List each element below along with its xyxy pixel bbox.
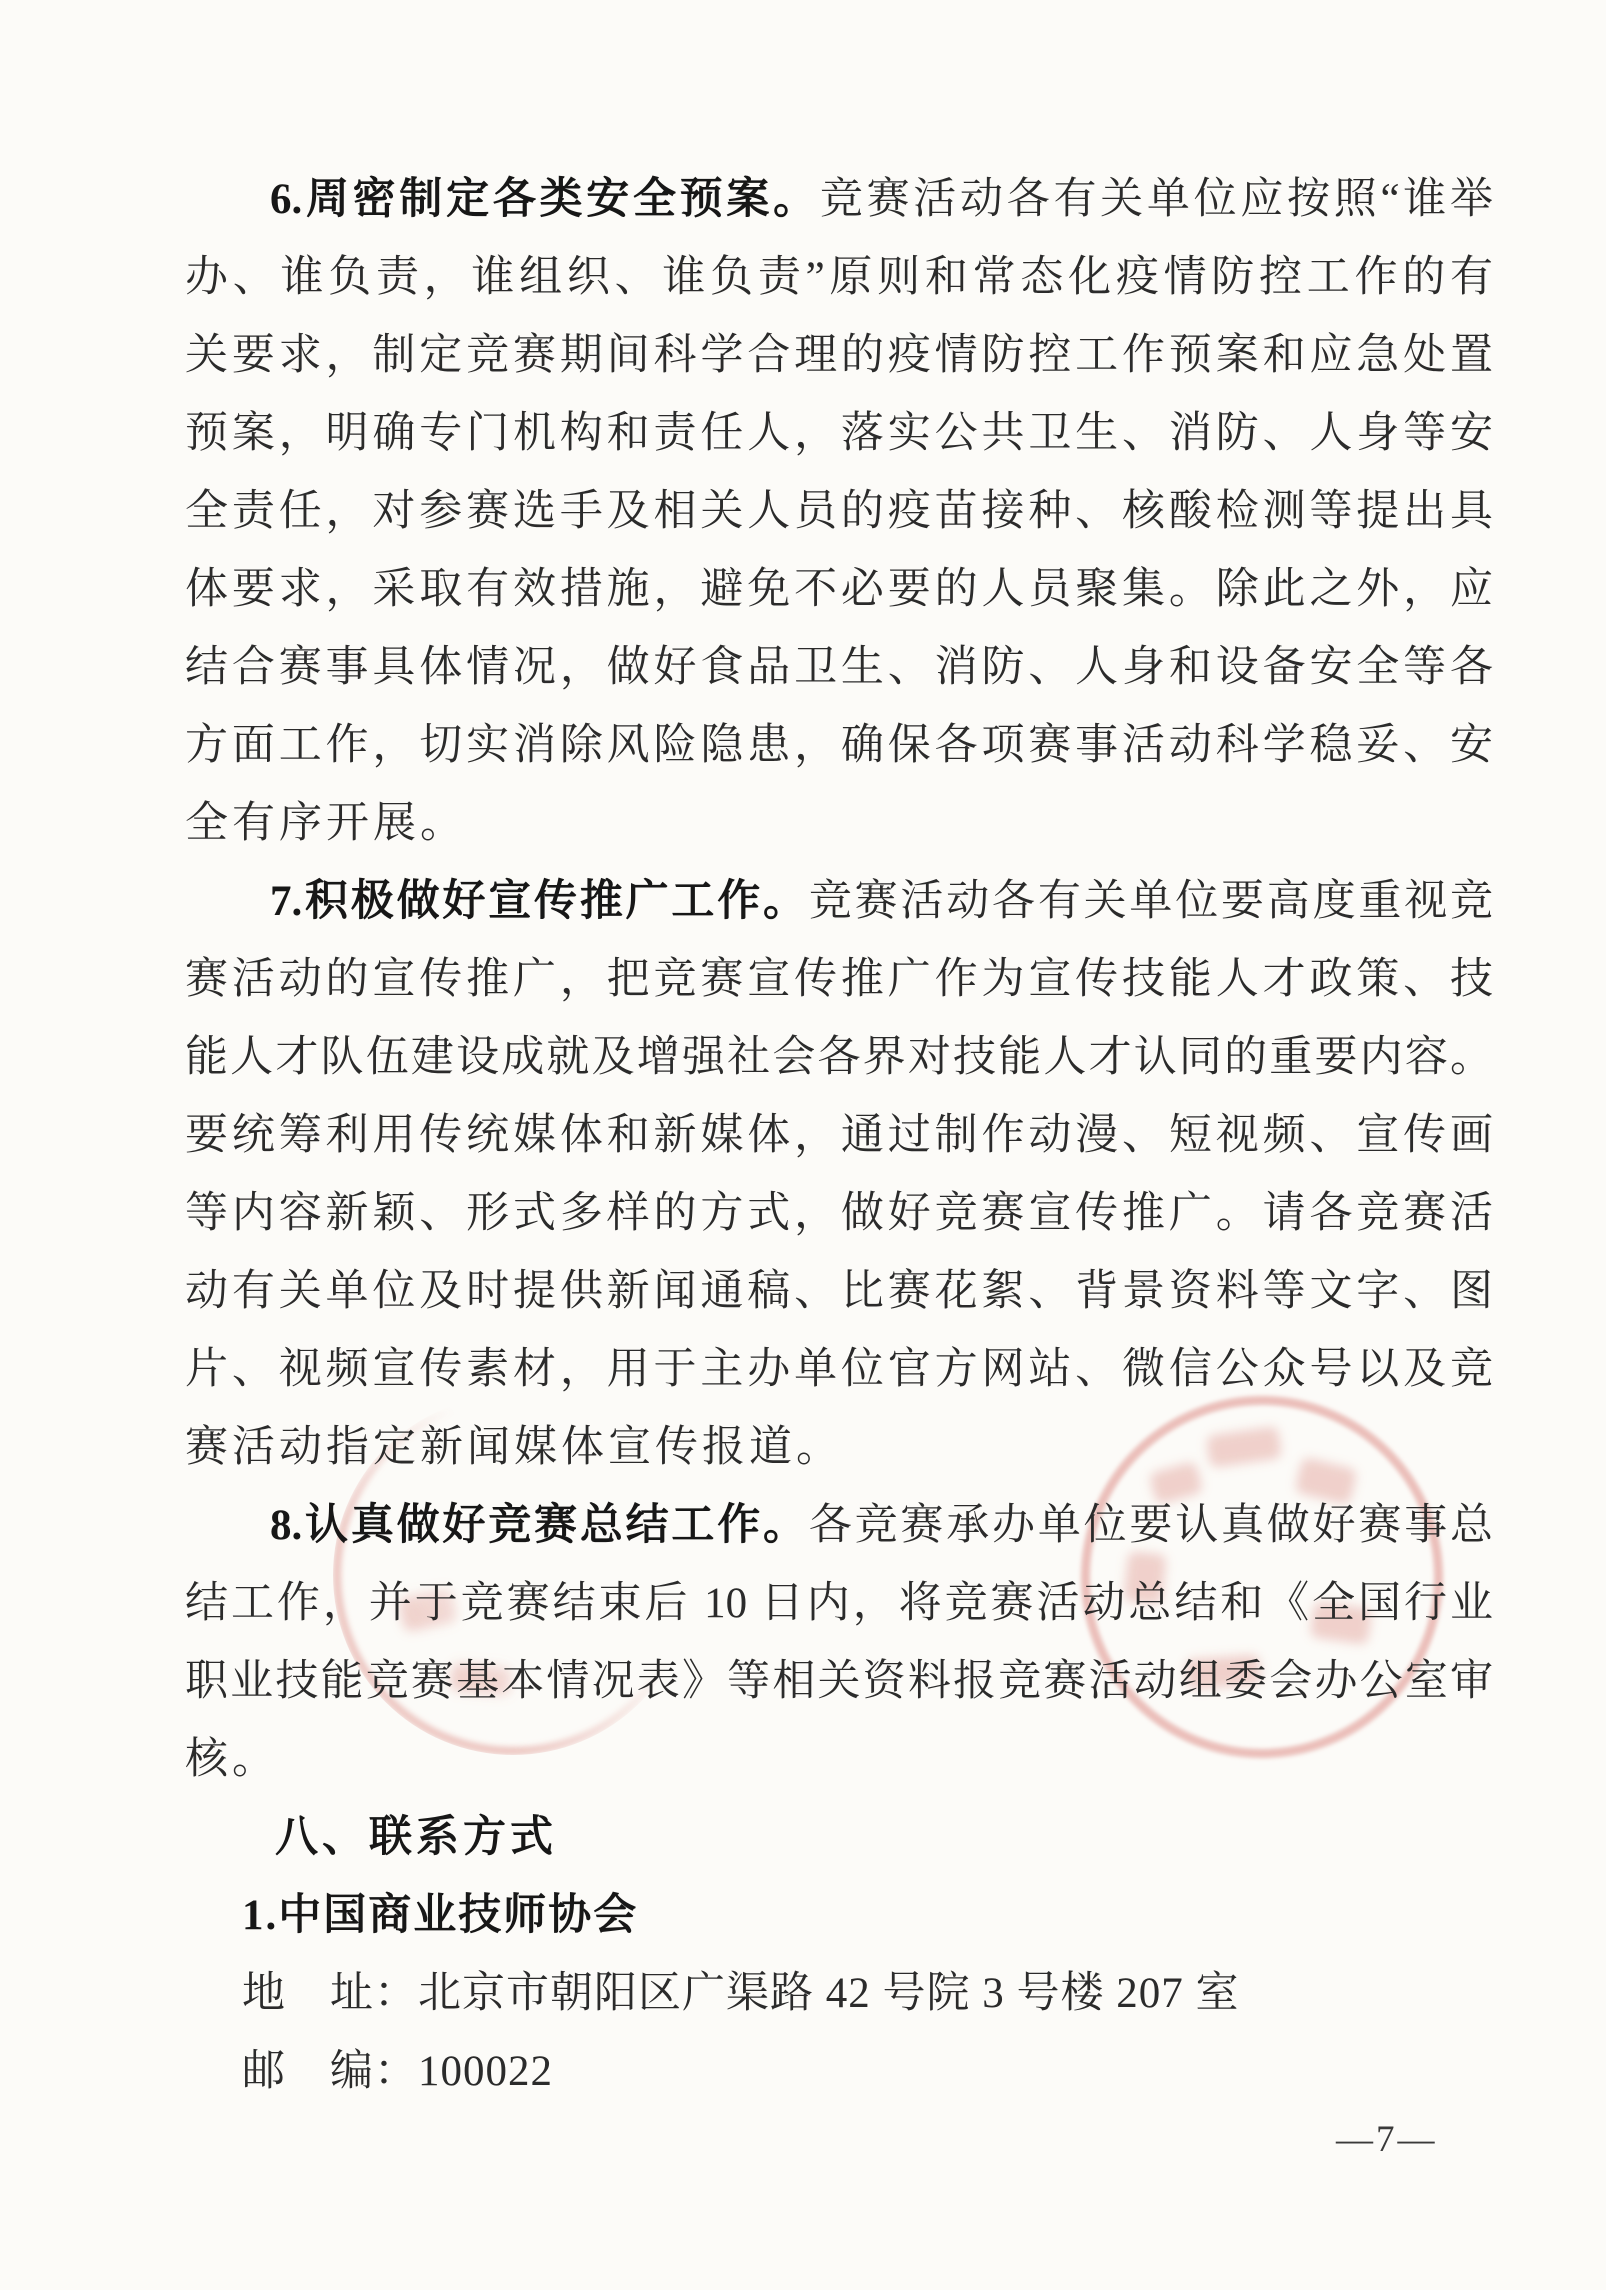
paragraph-8-line-2: 结工作，并于竞赛结束后 10 日内，将竞赛活动总结和《全国行业 xyxy=(185,1580,1493,1627)
contact-org-name: 1.中国商业技师协会 xyxy=(242,1892,639,1939)
paragraph-6-line-9: 全有序开展。 xyxy=(185,800,467,847)
paragraph-7-lead-rest: 竞赛活动各有关单位要高度重视竞 xyxy=(808,878,1494,925)
paragraph-6-line-4: 预案，明确专门机构和责任人，落实公共卫生、消防、人身等安 xyxy=(185,410,1493,457)
contact-zip: 邮 编：100022 xyxy=(242,2048,553,2095)
paragraph-7-lead: 7.积极做好宣传推广工作。 xyxy=(270,878,809,925)
paragraph-7-line-7: 片、视频宣传素材，用于主办单位官方网站、微信公众号以及竞 xyxy=(185,1346,1493,1393)
paragraph-7-line-2: 赛活动的宣传推广，把竞赛宣传推广作为宣传技能人才政策、技 xyxy=(185,956,1493,1003)
paragraph-7-line-3: 能人才队伍建设成就及增强社会各界对技能人才认同的重要内容。 xyxy=(185,1034,1493,1081)
paragraph-6-lead-rest: 竞赛活动各有关单位应按照“谁举 xyxy=(819,176,1494,223)
paragraph-8-line-4: 核。 xyxy=(185,1736,279,1783)
paragraph-7-line-4: 要统筹利用传统媒体和新媒体，通过制作动漫、短视频、宣传画 xyxy=(185,1112,1493,1159)
paragraph-6-line-5: 全责任，对参赛选手及相关人员的疫苗接种、核酸检测等提出具 xyxy=(185,488,1493,535)
paragraph-6-line-8: 方面工作，切实消除风险隐患，确保各项赛事活动科学稳妥、安 xyxy=(185,722,1493,769)
paragraph-6-line-7: 结合赛事具体情况，做好食品卫生、消防、人身和设备安全等各 xyxy=(185,644,1493,691)
paragraph-6-line-1 xyxy=(185,161,1493,239)
paragraph-8-lead-rest: 各竞赛承办单位要认真做好赛事总 xyxy=(808,1502,1494,1549)
page-number: —7— xyxy=(1336,2119,1438,2160)
paragraph-6-lead: 6.周密制定各类安全预案。 xyxy=(270,176,820,223)
paragraph-7-line-6: 动有关单位及时提供新闻通稿、比赛花絮、背景资料等文字、图 xyxy=(185,1268,1493,1315)
paragraph-6-line-3: 关要求，制定竞赛期间科学合理的疫情防控工作预案和应急处置 xyxy=(185,332,1493,379)
paragraph-7-line-8: 赛活动指定新闻媒体宣传报道。 xyxy=(185,1424,843,1471)
paragraph-6-line-6: 体要求，采取有效措施，避免不必要的人员聚集。除此之外，应 xyxy=(185,566,1493,613)
paragraph-8-line-3: 职业技能竞赛基本情况表》等相关资料报竞赛活动组委会办公室审 xyxy=(185,1658,1493,1705)
paragraph-7-line-1 xyxy=(185,863,1493,941)
paragraph-8-lead: 8.认真做好竞赛总结工作。 xyxy=(270,1502,809,1549)
paragraph-6-line-2: 办、谁负责，谁组织、谁负责”原则和常态化疫情防控工作的有 xyxy=(185,254,1493,301)
contact-address: 地 址：北京市朝阳区广渠路 42 号院 3 号楼 207 室 xyxy=(242,1970,1240,2017)
paragraph-7-line-5: 等内容新颖、形式多样的方式，做好竞赛宣传推广。请各竞赛活 xyxy=(185,1190,1493,1237)
contact-section-heading: 八、联系方式 xyxy=(275,1814,557,1861)
paragraph-8-line-1 xyxy=(185,1487,1493,1565)
document-body xyxy=(185,161,1493,2111)
